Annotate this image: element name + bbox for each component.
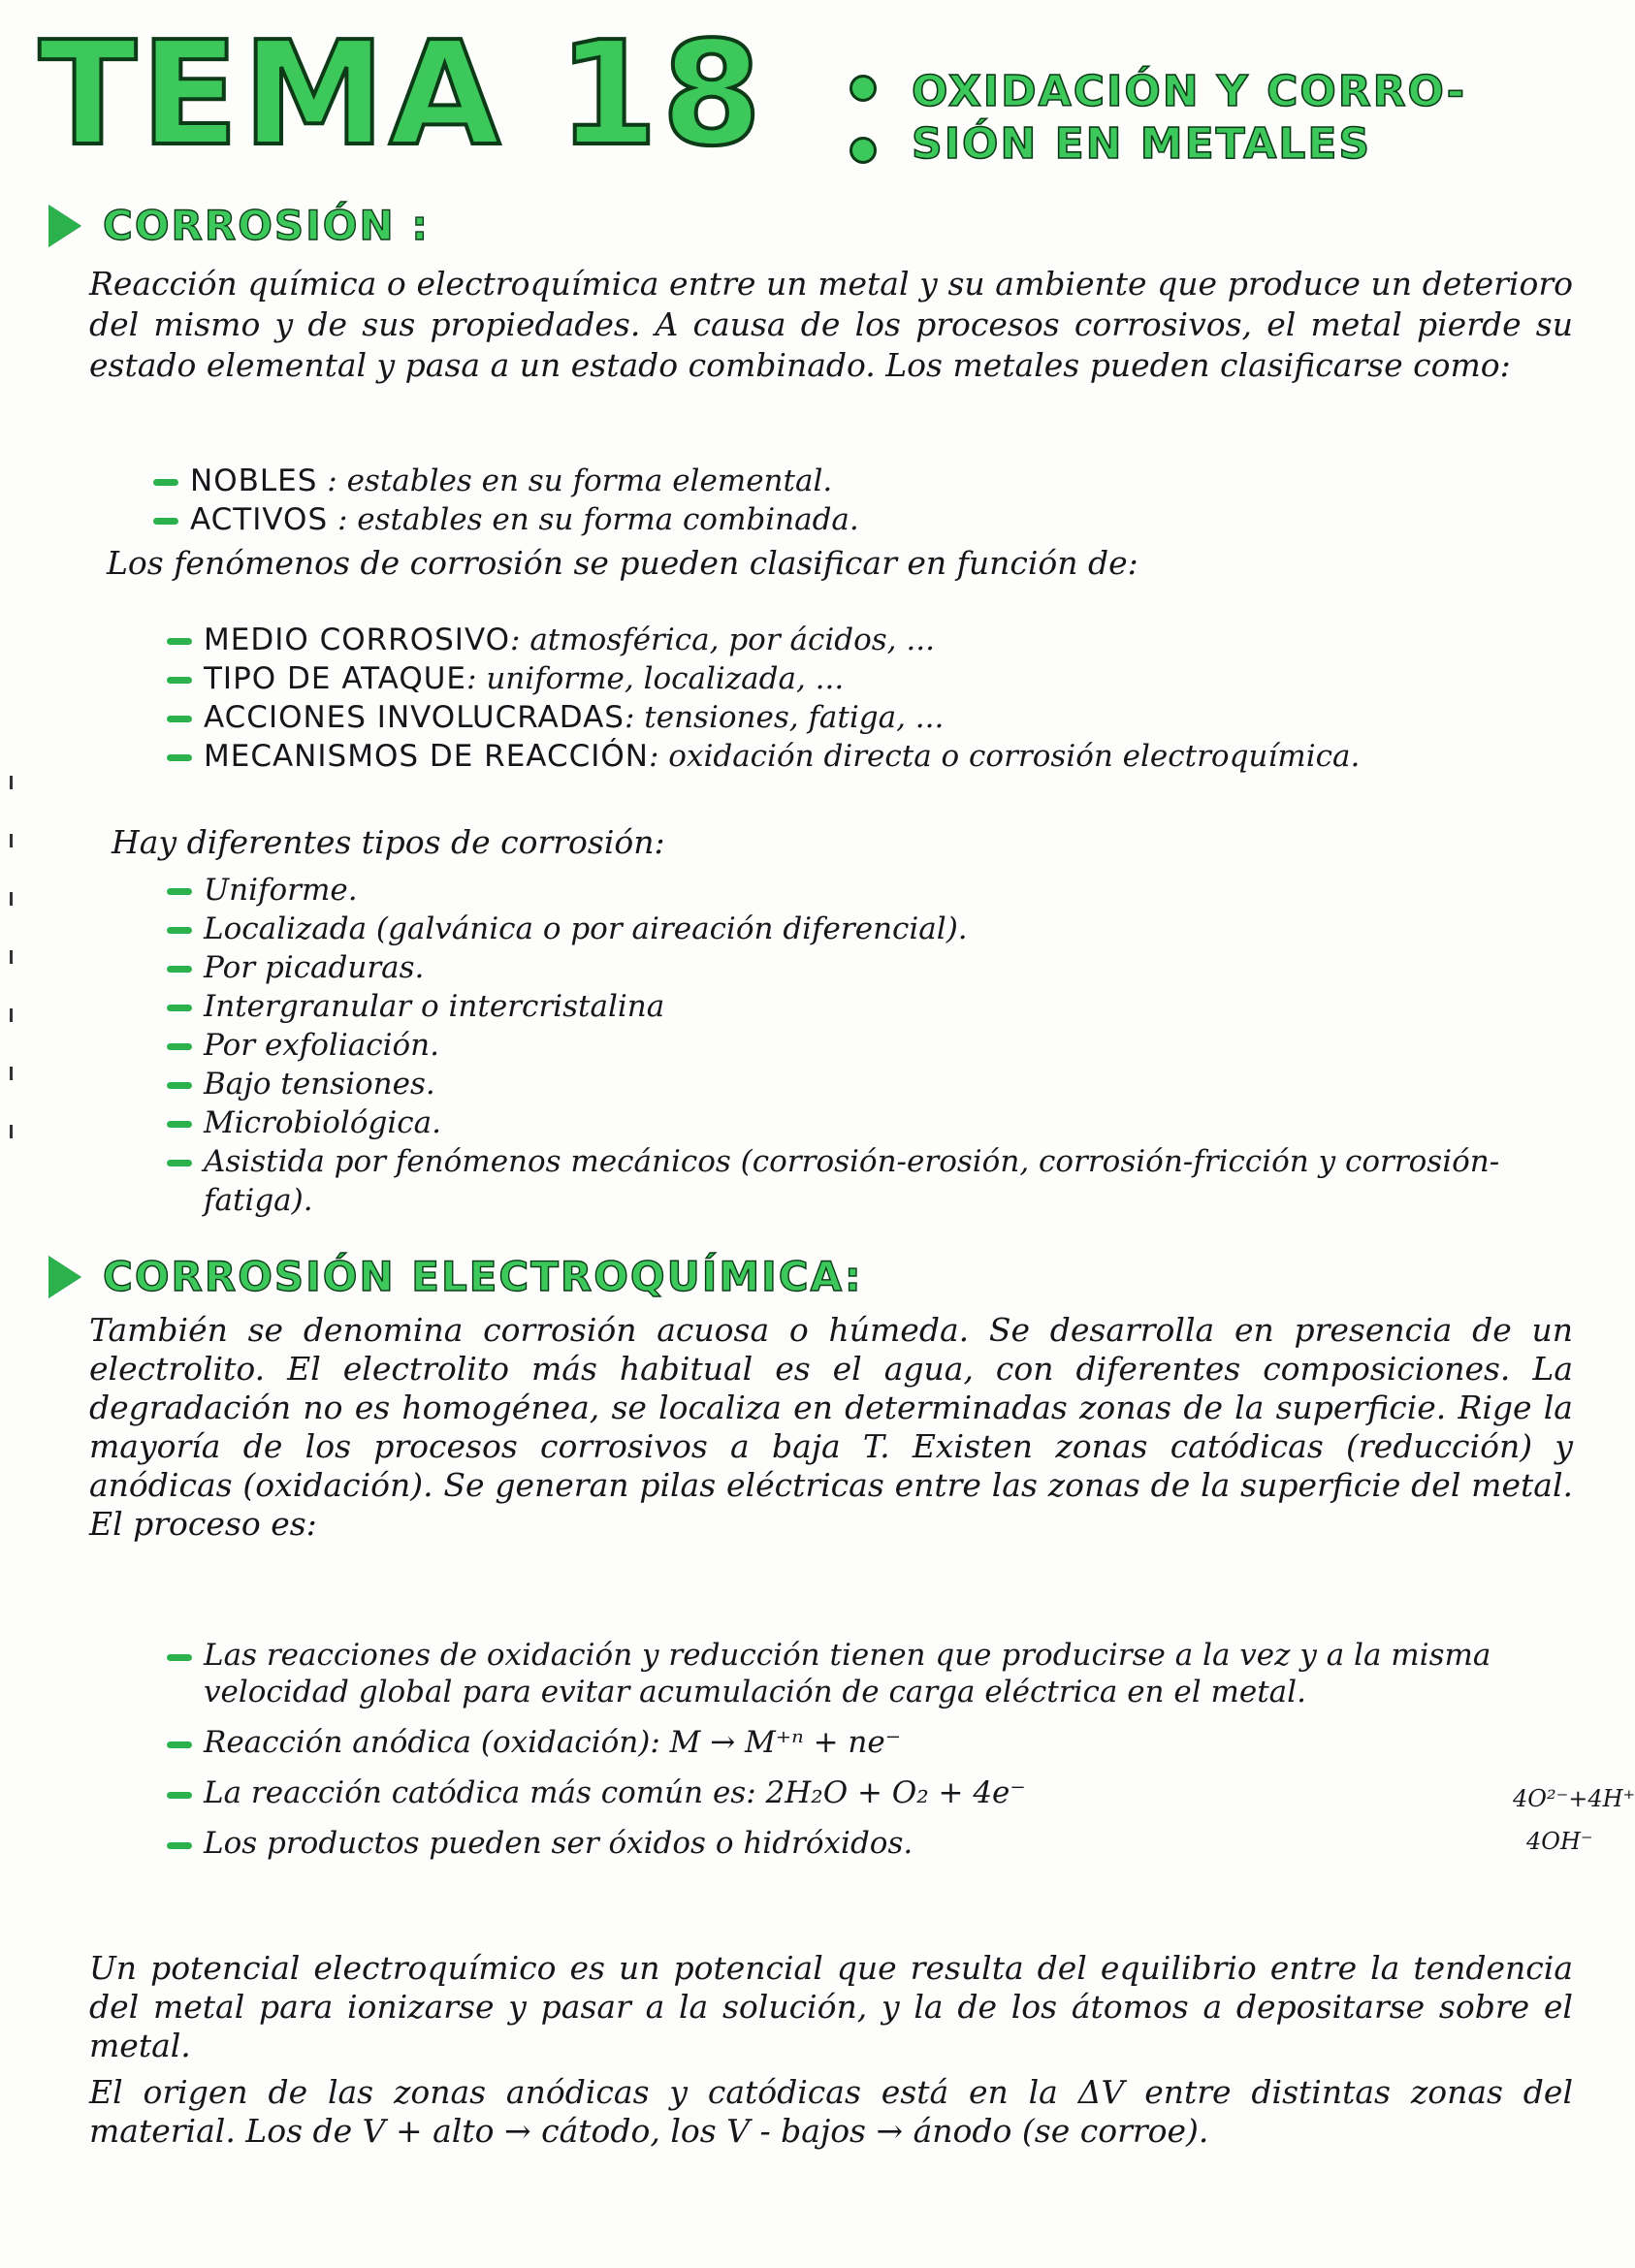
metal-classes-list	[153, 462, 1414, 539]
title-colon-icon	[850, 75, 873, 172]
electrochemical-definition: También se denomina corrosión acuosa o húmeda. Se desarrolla en presencia de un electrolito. El electrolito más habitual es el agua, con diferentes composiciones. La degradación no es homogénea, se localiza en determinadas zonas de la superficie. Rige la mayoría de los procesos corrosivos a baja T. Existen zonas catódicas (reducción) y anódicas (oxidación). Se generan pilas eléctricas entre las zonas de la superficie del metal. El proceso es:	[89, 1311, 1573, 1543]
branch-bottom: 4OH⁻	[1526, 1828, 1593, 1855]
page-subtitle	[912, 66, 1466, 171]
page-title: TEMA 18	[39, 11, 766, 177]
list-item: Intergranular o intercristalina	[167, 987, 1524, 1026]
origin-paragraph: El origen de las zonas anódicas y catódicas está en la ΔV entre distintas zonas del material. Los de V + alto → cátodo, los V - bajos → ánodo (se corroe).	[89, 2073, 1573, 2150]
list-item: Asistida por fenómenos mecánicos (corrosión-erosión, corrosión-fricción y corrosión-fatiga).	[167, 1142, 1524, 1220]
corrosion-definition: Reacción química o electroquímica entre un metal y su ambiente que produce un deterioro del mismo y de sus propiedades. A causa de los procesos corrosivos, el metal pierde su estado elemental y pasa a un estado combinado. Los metales pueden clasificarse como:	[89, 265, 1573, 384]
cathodic-products-branch	[1513, 1784, 1635, 1856]
branch-top: 4O²⁻+4H⁺	[1513, 1785, 1635, 1812]
triangle-bullet-icon	[48, 205, 81, 247]
list-item: Por exfoliación.	[167, 1026, 1524, 1065]
list-item: Localizada (galvánica o por aireación diferencial).	[167, 910, 1524, 948]
section-title: CORROSIÓN ELECTROQUÍMICA:	[103, 1253, 863, 1300]
list-item: La reacción catódica más común es: 2H₂O + O₂ + 4e⁻	[167, 1774, 1524, 1811]
section-heading-corrosion	[48, 202, 430, 249]
list-item: TIPO DE ATAQUE: uniforme, localizada, ...	[167, 659, 1544, 698]
classification-intro: Los fenómenos de corrosión se pueden clasificar en función de:	[107, 544, 1138, 582]
list-item: Bajo tensiones.	[167, 1065, 1524, 1103]
list-item: Microbiológica.	[167, 1103, 1524, 1142]
corrosion-types-list	[167, 871, 1524, 1220]
list-item: Los productos pueden ser óxidos o hidróxidos.	[167, 1825, 1524, 1862]
title-block	[39, 11, 1590, 177]
section-title: CORROSIÓN :	[103, 202, 431, 249]
list-item: ACTIVOS : estables en su forma combinada.	[153, 500, 1414, 539]
subtitle-line-2: SIÓN EN METALES	[912, 119, 1372, 169]
process-steps-list	[167, 1637, 1524, 1862]
list-item: Por picaduras.	[167, 948, 1524, 987]
margin-marks	[10, 776, 14, 1183]
list-item: NOBLES : estables en su forma elemental.	[153, 462, 1414, 500]
potential-paragraph: Un potencial electroquímico es un potencial que resulta del equilibrio entre la tendencia del metal para ionizarse y pasar a la solución, y la de los átomos a depositarse sobre el metal.	[89, 1949, 1573, 2064]
list-item: MECANISMOS DE REACCIÓN: oxidación directa o corrosión electroquímica.	[167, 737, 1544, 776]
list-item: Uniforme.	[167, 871, 1524, 910]
triangle-bullet-icon	[48, 1256, 81, 1298]
list-item: ACCIONES INVOLUCRADAS: tensiones, fatiga, ...	[167, 698, 1544, 737]
subtitle-line-1: OXIDACIÓN Y CORRO-	[912, 67, 1467, 116]
criteria-list	[167, 621, 1544, 776]
list-item: Las reacciones de oxidación y reducción tienen que producirse a la vez y a la misma velocidad global para evitar acumulación de carga eléctrica en el metal.	[167, 1637, 1524, 1710]
list-item: Reacción anódica (oxidación): M → M⁺ⁿ + ne⁻	[167, 1724, 1524, 1761]
types-intro: Hay diferentes tipos de corrosión:	[112, 823, 665, 861]
list-item: MEDIO CORROSIVO: atmosférica, por ácidos, ...	[167, 621, 1544, 659]
section-heading-electrochemical	[48, 1253, 863, 1300]
